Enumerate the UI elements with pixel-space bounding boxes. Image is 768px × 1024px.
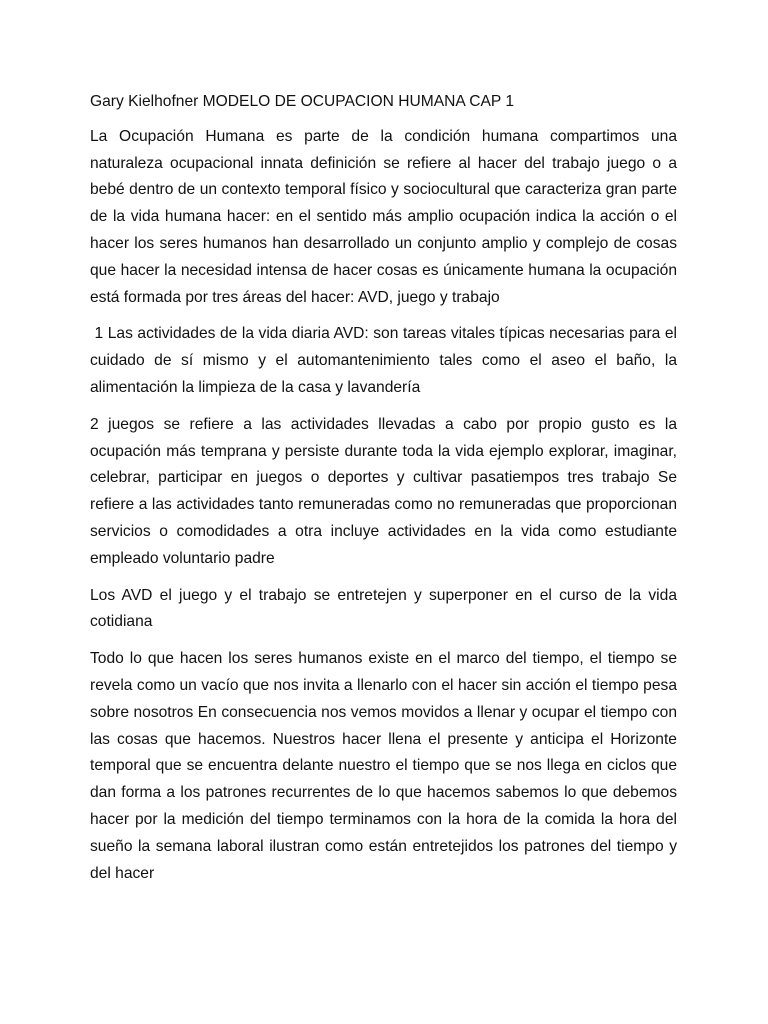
document-title: Gary Kielhofner MODELO DE OCUPACION HUMANA CAP 1 bbox=[90, 93, 515, 110]
paragraph-cotidiana: Los AVD el juego y el trabajo se entretejen y superponer en el curso de la vida cotidiana bbox=[90, 586, 677, 631]
paragraph-intro: La Ocupación Humana es parte de la condición humana compartimos una naturaleza ocupacional innata definición se refiere al hacer del trabajo juego o a bebé dentro de un contexto temporal físico y sociocultural que caracteriza gran parte de la vida humana hacer: en el sentido más amplio ocupación indica la acción o el hacer los seres humanos han desarrollado un conjunto amplio y complejo de cosas que hacer la necesidad intensa de hacer cosas es únicamente humana la ocupación está formada por tres áreas del hacer: AVD, juego y trabajo bbox=[90, 127, 677, 306]
paragraph-juegos: 2 juegos se refiere a las actividades llevadas a cabo por propio gusto es la ocupación más temprana y persiste durante toda la vida ejemplo explorar, imaginar, celebrar, participar en juegos o deportes y cultivar pasatiempos tres trabajo Se refiere a las actividades tanto remuneradas como no remuneradas que proporcionan servicios o comodidades a otra incluye actividades en la vida como estudiante empleado voluntario padre bbox=[90, 415, 677, 567]
paragraph-avd: 1 Las actividades de la vida diaria AVD: son tareas vitales típicas necesarias para el cuidado de sí mismo y el automantenimiento tales como el aseo el baño, la alimentación la limpieza de la casa y lavandería bbox=[90, 325, 677, 396]
document-page bbox=[90, 89, 677, 897]
paragraph-tiempo: Todo lo que hacen los seres humanos existe en el marco del tiempo, el tiempo se revela como un vacío que nos invita a llenarlo con el hacer sin acción el tiempo pesa sobre nosotros En consecuencia nos vemos movidos a llenar y ocupar el tiempo con las cosas que hacemos. Nuestros hacer llena el presente y anticipa el Horizonte temporal que se encuentra delante nuestro el tiempo que se nos llega en ciclos que dan forma a los patrones recurrentes de lo que hacemos sabemos lo que debemos hacer por la medición del tiempo terminamos con la hora de la comida la hora del sueño la semana laboral ilustran como están entretejidos los patrones del tiempo y del hacer bbox=[90, 650, 677, 882]
